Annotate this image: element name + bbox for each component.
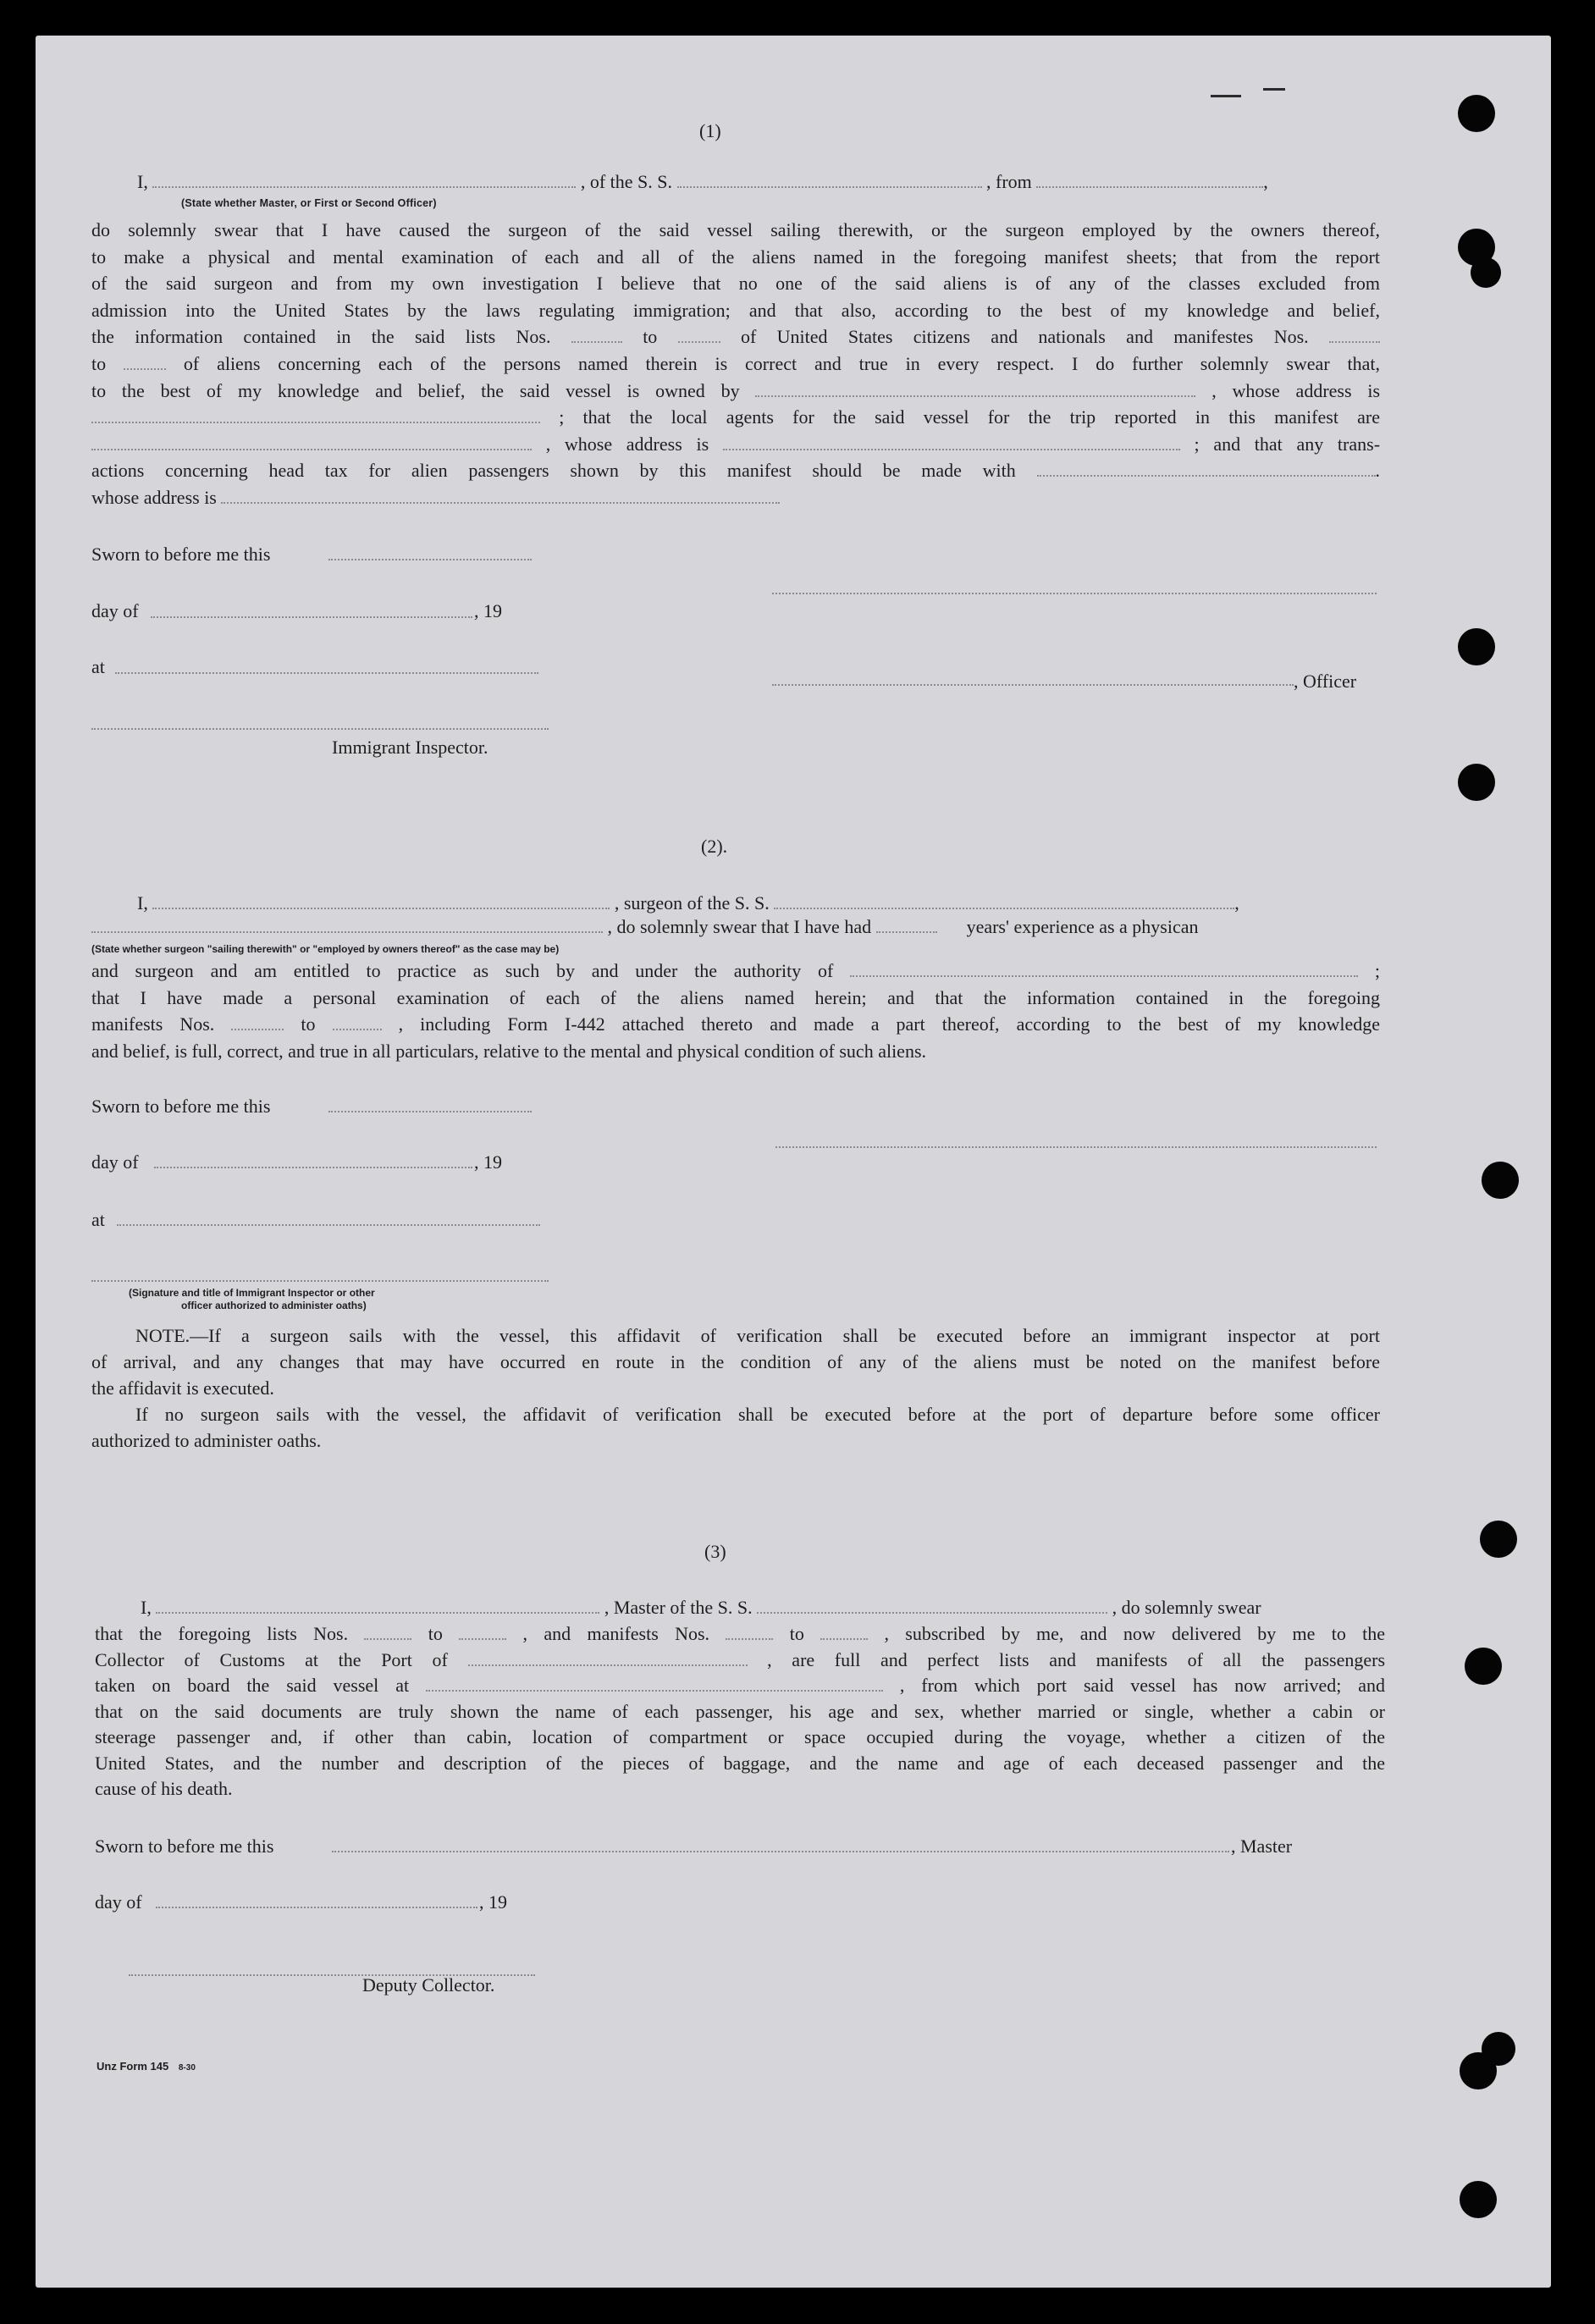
- label-of-ss: , of the S. S.: [580, 171, 673, 192]
- officer-title-field[interactable]: [772, 684, 1294, 686]
- surgeon-signature-field[interactable]: [775, 1146, 1377, 1148]
- at-place-field[interactable]: [115, 672, 538, 674]
- day-of-label: day of: [95, 1891, 142, 1913]
- oath-line: , whose address is ; and that any trans-: [91, 431, 1380, 458]
- oath-line: the information contained in the said lists Nos. to of United States citizens and nationals and manifestes Nos.: [91, 323, 1380, 351]
- manifest-no-from-field[interactable]: [726, 1625, 773, 1640]
- head-tax-party-field[interactable]: [1037, 461, 1376, 477]
- oath-line: Collector of Customs at the Port of , are full and perfect lists and manifests of all the passengers: [95, 1648, 1386, 1670]
- note-block: [91, 1322, 1380, 1454]
- inspector-signature-field[interactable]: [91, 728, 549, 730]
- binder-hole: [1482, 1162, 1519, 1199]
- oath-line: admission into the United States by the laws regulating immigration; and that also, according to the best of my knowledge and belief,: [91, 299, 1380, 321]
- oath-line: and surgeon and am entitled to practice as such by and under the authority of ;: [91, 960, 1381, 981]
- authority-field[interactable]: [850, 962, 1358, 977]
- oath-line: ; that the local agents for the said vessel for the trip reported in this manifest are: [91, 404, 1380, 431]
- day-of-field[interactable]: [156, 1907, 477, 1908]
- day-of-label: day of: [91, 1151, 139, 1173]
- binder-hole: [1480, 1521, 1517, 1558]
- day-of-field[interactable]: [154, 1167, 472, 1168]
- deputy-label: Deputy Collector.: [362, 1974, 495, 1996]
- form-number: Unz Form 145 8-30: [97, 2060, 196, 2073]
- owner-address-field[interactable]: [91, 408, 540, 423]
- section2-line2: , do solemnly swear that I have had years' experience as a physican: [91, 916, 1199, 938]
- owner-field[interactable]: [755, 382, 1195, 397]
- oath-line: to of aliens concerning each of the persons named therein is correct and true in every respect. I do further solemnly swear that,: [91, 352, 1381, 374]
- day-of-field[interactable]: [151, 616, 472, 618]
- signature-hint: (Signature and title of Immigrant Inspector or other: [129, 1287, 375, 1299]
- note-line: If no surgeon sails with the vessel, the affidavit of verification shall be executed before at the port of departure before some officer: [135, 1404, 1380, 1425]
- oath-line: do solemnly swear that I have caused the surgeon of the said vessel sailing therewith, or the surgeon employed by the owners thereof,: [91, 219, 1380, 240]
- signature-hint: officer authorized to administer oaths): [181, 1300, 367, 1311]
- at-label: at: [91, 1209, 105, 1230]
- master-label: , Master: [1231, 1835, 1293, 1857]
- officer-signature-field[interactable]: [772, 593, 1377, 594]
- oath-line: to make a physical and mental examination of each and all of the aliens named in the foregoing manifest sheets; that from the report: [91, 246, 1380, 268]
- day-of-label: day of: [91, 600, 139, 621]
- form-page: [36, 36, 1551, 2288]
- list-no-to-field[interactable]: [459, 1625, 506, 1640]
- vessel-name-field[interactable]: [757, 1598, 1107, 1614]
- label-from: , from: [986, 171, 1032, 192]
- vessel-name-field[interactable]: [677, 173, 982, 188]
- manifest-no-to-field[interactable]: [820, 1625, 868, 1640]
- ink-mark: [1211, 95, 1241, 97]
- year-label: , 19: [479, 1891, 507, 1913]
- agents-field[interactable]: [91, 435, 532, 450]
- head-tax-address-field[interactable]: [221, 489, 780, 504]
- section3-oath: [95, 1621, 1385, 1802]
- at-label: at: [91, 656, 105, 677]
- oath-line: manifests Nos. to , including Form I-442 attached thereto and made a part thereof, according to the best of my knowledge: [91, 1013, 1380, 1035]
- surgeon-name-field[interactable]: [152, 894, 610, 909]
- at-place-field[interactable]: [117, 1224, 540, 1226]
- year-label: , 19: [474, 600, 502, 621]
- ink-mark: [1263, 88, 1285, 91]
- oath-line: cause of his death.: [95, 1778, 233, 1799]
- section2-line1: I, , surgeon of the S. S. ,: [137, 892, 1239, 914]
- sworn-label: Sworn to before me this: [91, 544, 271, 565]
- oath-line: that the foregoing lists Nos. to , and manifests Nos. to , subscribed by me, and now delivered by me to the: [95, 1623, 1386, 1644]
- inspector-signature-field[interactable]: [91, 1280, 549, 1282]
- officer-name-field[interactable]: [152, 173, 576, 188]
- oath-line: of the said surgeon and from my own investigation I believe that no one of the said aliens is of any of the classes excluded from: [91, 273, 1380, 295]
- oath-line: whose address is: [91, 484, 1380, 511]
- departure-port-field[interactable]: [426, 1676, 883, 1692]
- oath-line: and belief, is full, correct, and true in all particulars, relative to the mental and physical condition of such aliens.: [91, 1040, 927, 1062]
- section2-oath: [91, 958, 1380, 1064]
- binder-hole: [1460, 2052, 1497, 2089]
- section1-line1: I, , of the S. S. , from ,: [137, 171, 1268, 192]
- oath-line: that I have made a personal examination of each of the aliens named herein; and that the information contained in the foregoing: [91, 986, 1380, 1008]
- year-label: , 19: [474, 1151, 502, 1173]
- binder-hole: [1460, 2181, 1497, 2218]
- oath-line: taken on board the said vessel at , from which port said vessel has now arrived; and: [95, 1675, 1386, 1696]
- oath-line: that on the said documents are truly shown the name of each passenger, his age and sex, whether married or single, whether a cabin or: [95, 1700, 1385, 1722]
- manifest-to-field[interactable]: [333, 1015, 382, 1030]
- sworn-label: Sworn to before me this: [91, 1096, 271, 1117]
- manifest-no-to-field[interactable]: [124, 355, 166, 370]
- section-number: (3): [704, 1541, 726, 1562]
- years-field[interactable]: [876, 918, 937, 933]
- inspector-label: Immigrant Inspector.: [332, 737, 488, 758]
- oath-line: to the best of my knowledge and belief, the said vessel is owned by , whose address is: [91, 379, 1381, 401]
- manifest-from-field[interactable]: [231, 1015, 284, 1030]
- officer-label: , Officer: [1294, 671, 1357, 692]
- oath-line: actions concerning head tax for alien passengers shown by this manifest should be made with .: [91, 460, 1380, 482]
- port-field[interactable]: [468, 1651, 748, 1666]
- binder-hole: [1458, 764, 1495, 801]
- note-line: NOTE.—If a surgeon sails with the vessel, this affidavit of verification shall be executed before an immigrant inspector at port: [135, 1325, 1380, 1346]
- note-line: authorized to administer oaths.: [91, 1430, 322, 1451]
- binder-hole: [1471, 257, 1501, 288]
- section-number: (2).: [701, 836, 728, 857]
- sworn-label: Sworn to before me this: [95, 1835, 274, 1857]
- note-line: the affidavit is executed.: [91, 1377, 274, 1399]
- from-port-field[interactable]: [1036, 173, 1263, 188]
- oath-line: United States, and the number and description of the pieces of baggage, and the name and age of each deceased passenger and the: [95, 1752, 1385, 1774]
- binder-hole: [1465, 1648, 1502, 1685]
- sworn-date-field[interactable]: [328, 559, 532, 560]
- agents-address-field[interactable]: [723, 435, 1180, 450]
- section-number: (1): [699, 120, 721, 141]
- list-no-from-field[interactable]: [571, 328, 622, 343]
- field-hint: (State whether Master, or First or Second Officer): [181, 197, 437, 209]
- binder-hole: [1458, 628, 1495, 665]
- note-line: of arrival, and any changes that may have occurred en route in the condition of any of the aliens must be noted on the manifest before: [91, 1351, 1380, 1372]
- list-no-from-field[interactable]: [364, 1625, 411, 1640]
- manifest-no-field[interactable]: [1329, 328, 1380, 343]
- master-name-field[interactable]: [156, 1598, 599, 1614]
- sworn-date-field[interactable]: [332, 1851, 1229, 1852]
- section3-line1: I, , Master of the S. S. , do solemnly swear: [141, 1597, 1261, 1618]
- section1-oath: [91, 217, 1380, 511]
- sworn-date-field[interactable]: [328, 1111, 532, 1112]
- surgeon-type-field[interactable]: [91, 918, 603, 933]
- vessel-name-field[interactable]: [774, 894, 1234, 909]
- field-hint: (State whether surgeon "sailing therewith" or "employed by owners thereof" as the case may be): [91, 943, 560, 955]
- label-i: I,: [137, 171, 148, 192]
- list-no-to-field[interactable]: [678, 328, 720, 343]
- binder-hole: [1458, 95, 1495, 132]
- oath-line: steerage passenger and, if other than cabin, location of compartment or space occupied during the voyage, whether a citizen of the: [95, 1726, 1385, 1747]
